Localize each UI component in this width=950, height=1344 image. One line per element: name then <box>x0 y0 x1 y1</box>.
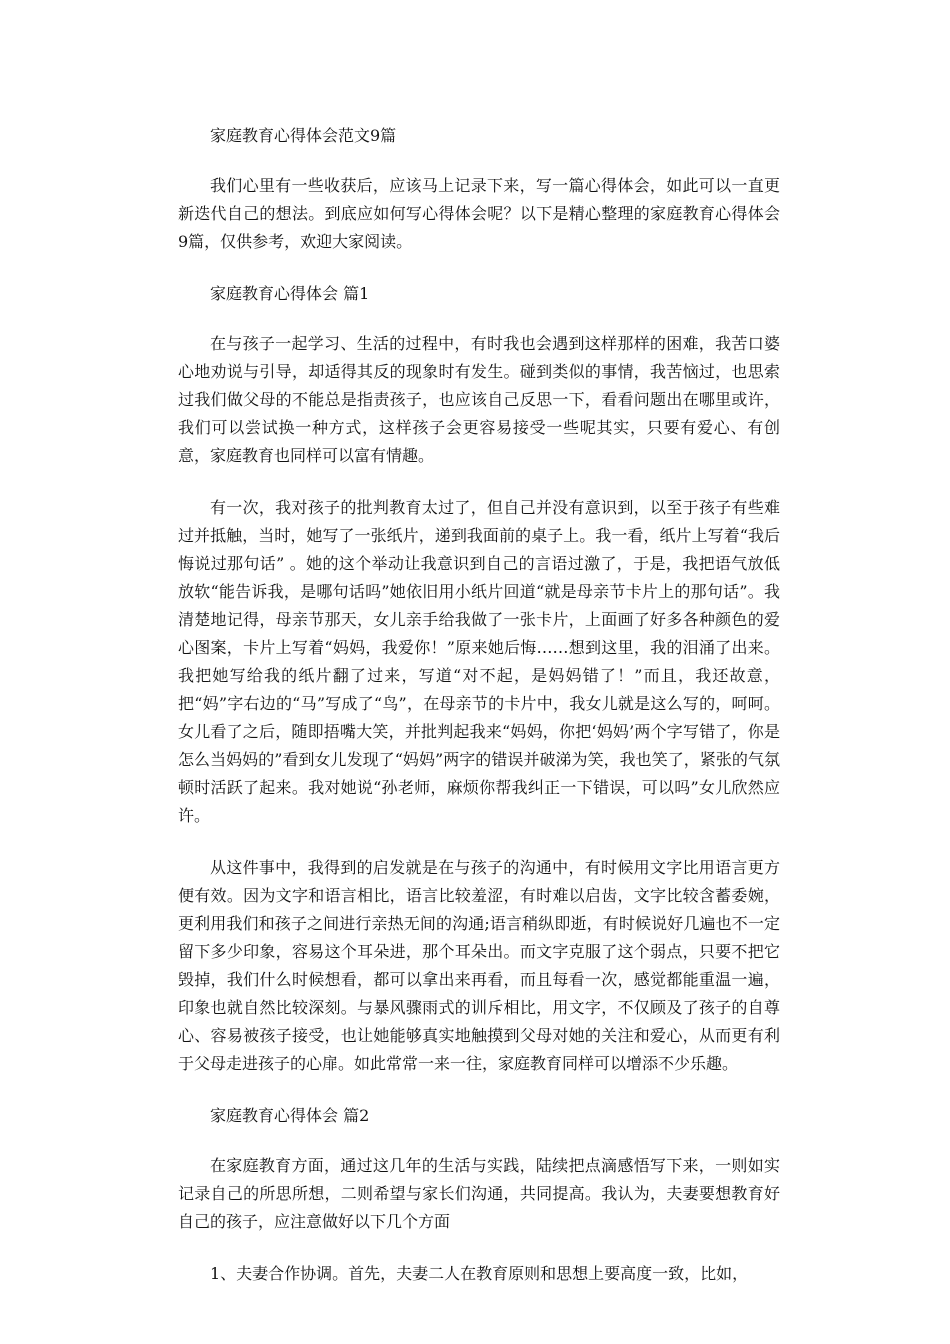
section-2-paragraph-1: 在家庭教育方面，通过这几年的生活与实践，陆续把点滴感悟写下来，一则如实记录自己的所思所想，二则希望与家长们沟通，共同提高。我认为，夫妻要想教育好自己的孩子，应注意做好以下几个方面 <box>178 1156 780 1231</box>
document-body <box>178 122 780 1312</box>
document-title: 家庭教育心得体会范文9篇 <box>210 126 397 145</box>
section-2-heading: 家庭教育心得体会 篇2 <box>210 1106 370 1125</box>
intro-paragraph: 我们心里有一些收获后，应该马上记录下来，写一篇心得体会，如此可以一直更新迭代自己的想法。到底应如何写心得体会呢？以下是精心整理的家庭教育心得体会9篇，仅供参考，欢迎大家阅读。 <box>178 176 780 251</box>
section-2-paragraph-2: 1、夫妻合作协调。首先，夫妻二人在教育原则和思想上要高度一致，比如， <box>210 1264 749 1283</box>
section-1-paragraph-1: 在与孩子一起学习、生活的过程中，有时我也会遇到这样那样的困难，我苦口婆心地劝说与引导，却适得其反的现象时有发生。碰到类似的事情，我苦恼过，也思索过我们做父母的不能总是指责孩子，也应该自己反思一下，看看问题出在哪里或许，我们可以尝试换一种方式，这样孩子会更容易接受一些呢其实，只要有爱心、有创意，家庭教育也同样可以富有情趣。 <box>178 334 780 465</box>
section-1-heading: 家庭教育心得体会 篇1 <box>210 284 370 303</box>
section-1-paragraph-2: 有一次，我对孩子的批判教育太过了，但自己并没有意识到，以至于孩子有些难过并抵触，当时，她写了一张纸片，递到我面前的桌子上。我一看，纸片上写着“我后悔说过那句话” 。她的这个举动让我意识到自己的言语过激了，于是，我把语气放低放软“能告诉我，是哪句话吗”她依旧用小纸片回道“就是母亲节卡片上的那句话”。我清楚地记得，母亲节那天，女儿亲手给我做了一张卡片，上面画了好多各种颜色的爱心图案，卡片上写着“妈妈，我爱你！”原来她后悔……想到这里，我的泪涌了出来。我把她写给我的纸片翻了过来，写道“对不起，是妈妈错了！”而且，我还故意，把“妈”字右边的“马”写成了“鸟”，在母亲节的卡片中，我女儿就是这么写的，呵呵。女儿看了之后，随即捂嘴大笑，并批判起我来“妈妈，你把‘妈妈’两个字写错了，你是怎么当妈妈的”看到女儿发现了“妈妈”两字的错误并破涕为笑，我也笑了，紧张的气氛顿时活跃了起来。我对她说“孙老师，麻烦你帮我纠正一下错误，可以吗”女儿欣然应许。 <box>178 498 780 825</box>
section-1-paragraph-3: 从这件事中，我得到的启发就是在与孩子的沟通中，有时候用文字比用语言更方便有效。因为文字和语言相比，语言比较羞涩，有时难以启齿，文字比较含蓄委婉，更利用我们和孩子之间进行亲热无间的沟通;语言稍纵即逝，有时候说好几遍也不一定留下多少印象，容易这个耳朵进，那个耳朵出。而文字克服了这个弱点，只要不把它毁掉，我们什么时候想看，都可以拿出来再看，而且每看一次，感觉都能重温一遍，印象也就自然比较深刻。与暴风骤雨式的训斥相比，用文字，不仅顾及了孩子的自尊心、容易被孩子接受，也让她能够真实地触摸到父母对她的关注和爱心，从而更有利于父母走进孩子的心扉。如此常常一来一往，家庭教育同样可以增添不少乐趣。 <box>178 858 780 1073</box>
